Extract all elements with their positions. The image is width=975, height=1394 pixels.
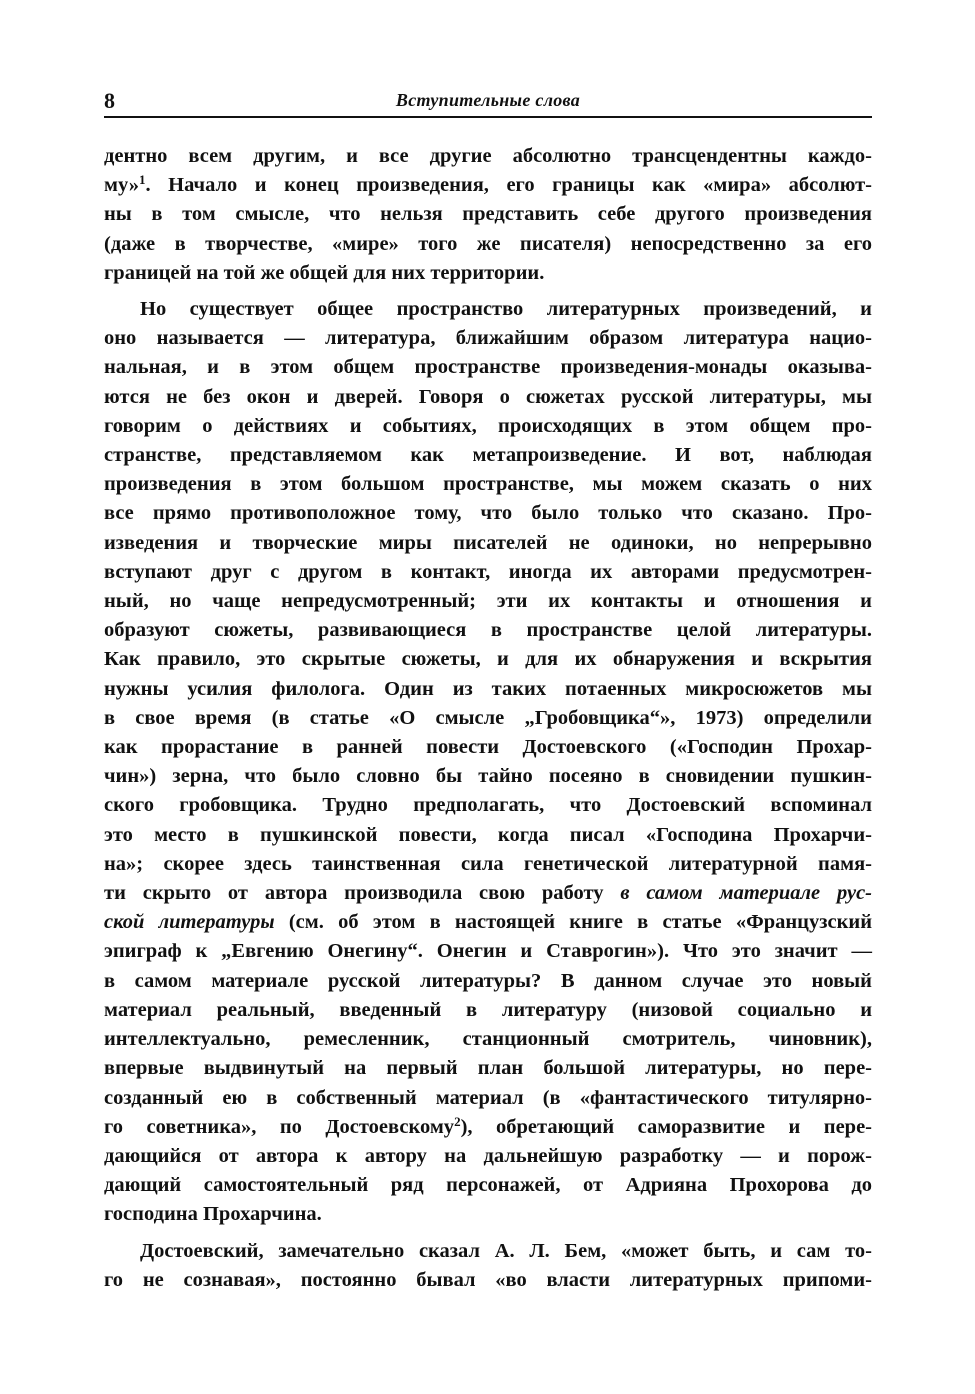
paragraph-gap: [104, 288, 872, 295]
text-fragment: ), обретающий саморазвитие и пере-: [460, 1115, 872, 1138]
text-line: произведения в этом большом пространстве, мы можем сказать о них: [104, 473, 872, 496]
text-line: Как правило, это скрытые сюжеты, и для их обнаружения и вскрытия: [104, 648, 872, 671]
paragraph-1: [104, 142, 872, 288]
page-number: 8: [104, 88, 115, 113]
text-line: это место в пушкинской повести, когда писал «Господина Прохарчи-: [104, 823, 872, 846]
text-line: Но существует общее пространство литературных произведений, и: [140, 298, 872, 321]
paragraph-gap: [104, 1230, 872, 1237]
text-line: Достоевский, замечательно сказал А. Л. Бем, «может быть, и сам то-: [140, 1239, 872, 1262]
text-line: чин») зерна, что было словно бы тайно посеяно в сновидении пушкин-: [104, 765, 872, 788]
paragraph-2: [104, 295, 872, 1230]
paragraph-3: [104, 1237, 872, 1295]
text-line: дающийся от автора к автору на дальнейшую разработку — и порож-: [104, 1144, 872, 1167]
text-line: как прорастание в ранней повести Достоевского («Господин Прохар-: [104, 736, 872, 759]
text-line: впервые выдвинутый на первый план большой литературы, но пере-: [104, 1057, 872, 1080]
text-line: ны в том смысле, что нельзя представить себе другого произведения: [104, 203, 872, 226]
emphasis-text: ской литературы: [104, 911, 275, 934]
text-line: материал реальный, введенный в литературу (низовой социально и: [104, 998, 872, 1021]
text-line: дающий самостоятельный ряд персонажей, от Адрияна Прохорова до: [104, 1174, 872, 1197]
footnote-ref-2: 2: [454, 1113, 461, 1129]
running-head: [104, 84, 872, 114]
text-line: [104, 908, 872, 937]
text-line: дентно всем другим, и все другие абсолютно трансцендентны каждо-: [104, 145, 872, 167]
header-rule: [104, 116, 872, 118]
text-line: образуют сюжеты, развивающиеся в пространстве целой литературы.: [104, 619, 872, 642]
text-fragment: му»: [104, 174, 139, 197]
text-fragment: ти скрыто от автора производила свою работу: [104, 882, 621, 905]
text-line: странстве, представляемом как метапроизведение. И вот, наблюдая: [104, 444, 872, 467]
text-line: [104, 171, 872, 200]
text-line: говорим о действиях и событиях, происходящих в этом общем про-: [104, 414, 872, 437]
text-line: эпиграф к „Евгению Онегину“. Онегин и Ставрогин»). Что это значит —: [104, 940, 872, 963]
text-line: на»; скорее здесь таинственная сила генетической литературной памя-: [104, 852, 872, 875]
text-line: господина Прохарчина.: [104, 1203, 322, 1226]
text-line: ского гробовщика. Трудно предполагать, что Достоевский вспоминал: [104, 794, 872, 817]
text-line: (даже в творчестве, «мире» того же писателя) непосредственно за его: [104, 232, 872, 255]
text-line: [104, 879, 872, 908]
text-line: оно называется — литература, ближайшим образом литература нацио-: [104, 327, 872, 350]
emphasis-text: в самом материале рус-: [620, 882, 872, 905]
footnote-ref-1: 1: [138, 172, 146, 188]
text-line: вступают друг с другом в контакт, иногда их авторами предусмотрен-: [104, 560, 872, 583]
text-line: нальная, и в этом общем пространстве произведения-монады оказыва-: [104, 356, 872, 379]
text-line: границей на той же общей для них территории.: [104, 261, 545, 284]
text-line: в самом материале русской литературы? В данном случае это новый: [104, 969, 872, 992]
text-line: го не сознавая», постоянно бывал «во власти литературных припоми-: [104, 1268, 872, 1291]
text-line: ются не без окон и дверей. Говоря о сюжетах русской литературы, мы: [104, 385, 872, 408]
text-line: изведения и творческие миры писателей не одиноки, но непрерывно: [104, 531, 872, 554]
text-fragment: . Начало и конец произведения, его границы как «мира» абсолют-: [145, 174, 872, 197]
text-line: интеллектуально, ремесленник, станционный смотритель, чиновник),: [104, 1028, 872, 1051]
text-line: ный, но чаще непредусмотренный; эти их контакты и отношения и: [104, 590, 872, 613]
text-line: все прямо противоположное тому, что было только что сказано. Про-: [104, 502, 872, 525]
text-line: созданный ею в собственный материал (в «фантастического титулярно-: [104, 1086, 872, 1109]
running-title: Вступительные слова: [395, 90, 581, 110]
text-fragment: го советника», по Достоевскому: [104, 1115, 455, 1138]
body-text: [104, 142, 872, 1295]
text-line: нужны усилия филолога. Один из таких потаенных микросюжетов мы: [104, 677, 872, 700]
text-line: [104, 1113, 872, 1142]
text-line: в свое время (в статье «О смысле „Гробовщика“», 1973) определили: [104, 706, 872, 729]
text-fragment: (см. об этом в настоящей книге в статье «Французский: [274, 911, 873, 934]
